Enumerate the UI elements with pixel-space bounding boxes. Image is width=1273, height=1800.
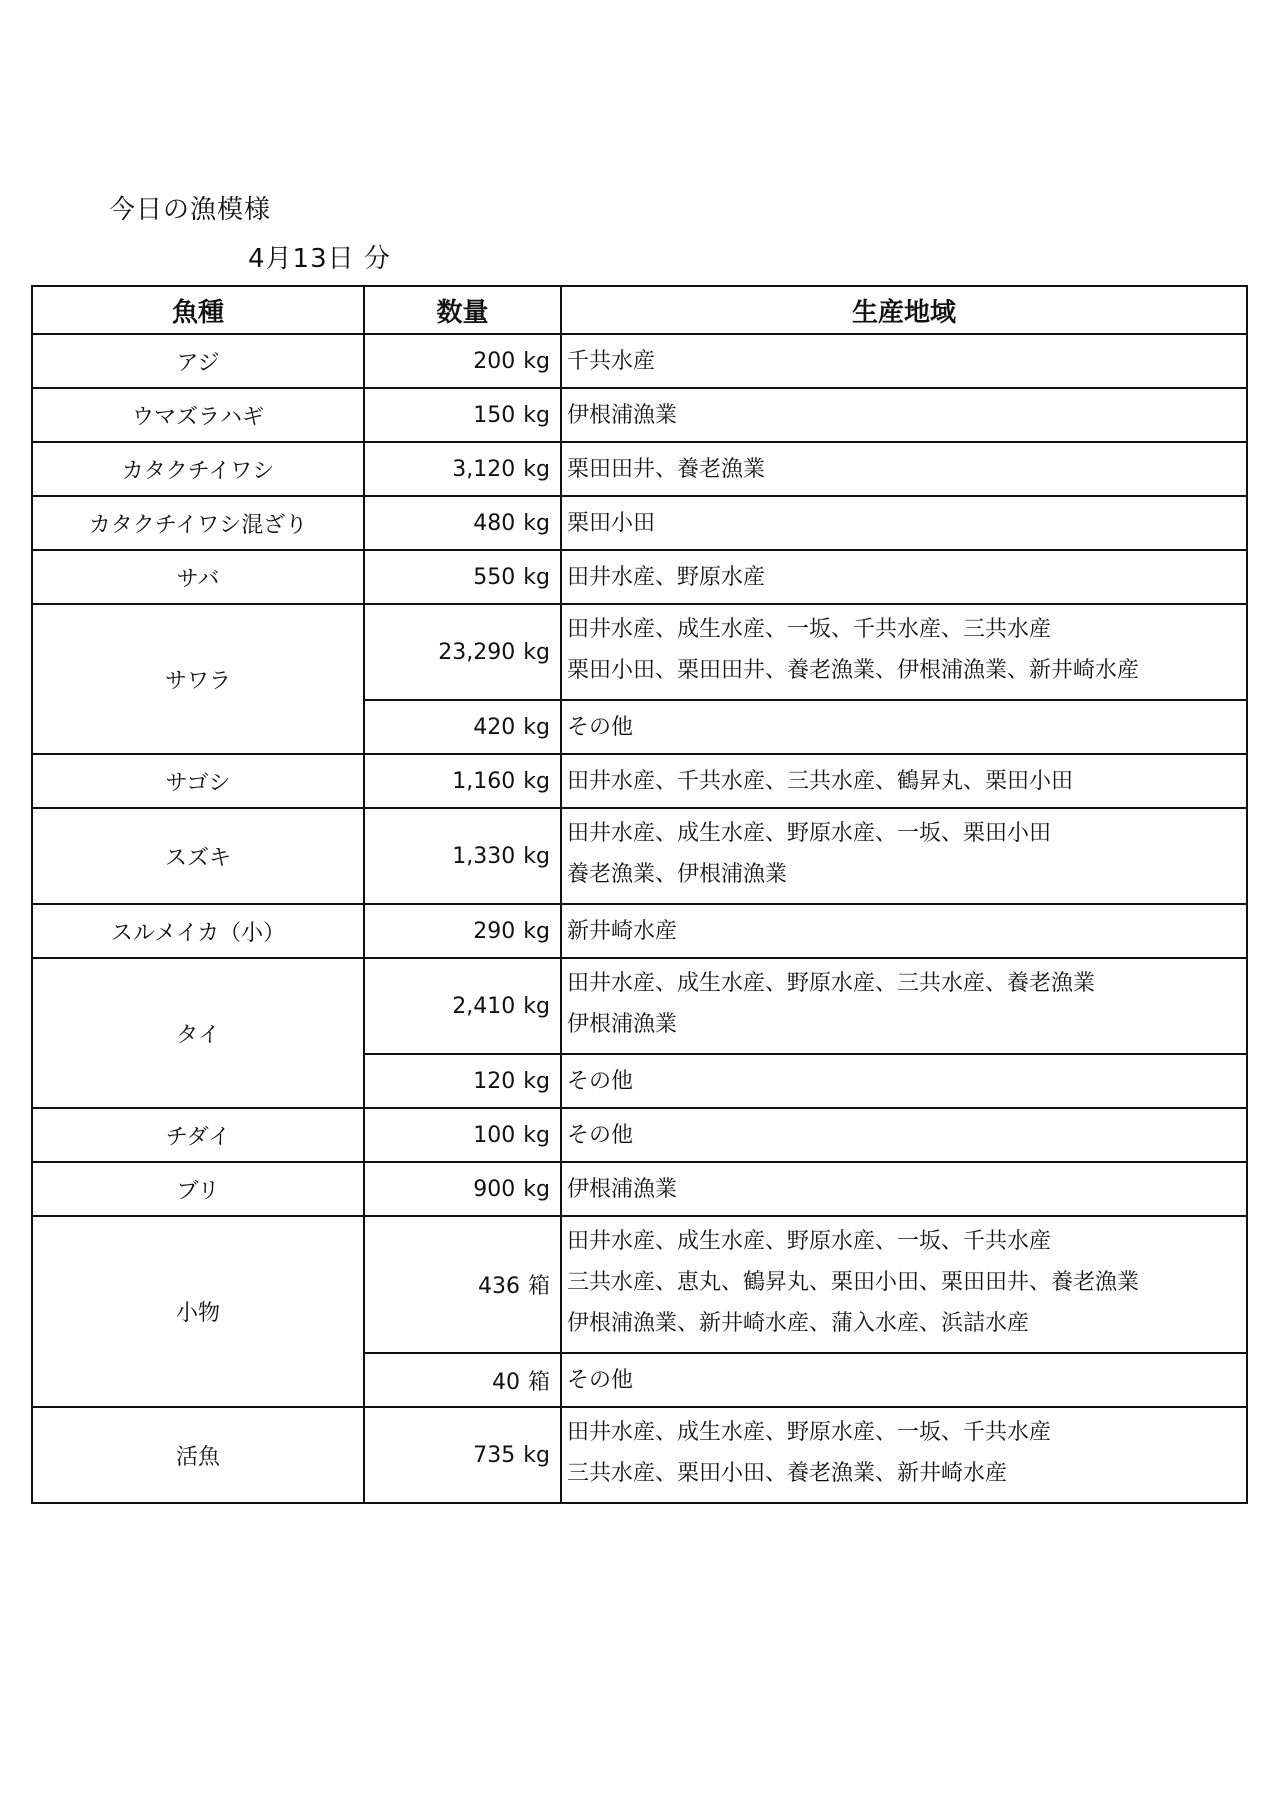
- region-line: 伊根浦漁業: [567, 1176, 678, 1202]
- quantity-unit: kg: [523, 714, 550, 740]
- quantity-cell: [364, 388, 561, 442]
- quantity-unit: kg: [523, 402, 550, 428]
- quantity-unit: kg: [523, 456, 550, 482]
- region-line: 田井水産、成生水産、一坂、千共水産、三共水産: [567, 617, 1052, 642]
- quantity-cell: [364, 1054, 561, 1108]
- catch-table: [31, 285, 1248, 1504]
- header-region: 生産地域: [561, 286, 1247, 334]
- region-cell: [561, 550, 1247, 604]
- species-cell: チダイ: [32, 1108, 364, 1162]
- region-cell: [561, 754, 1247, 808]
- species-cell: アジ: [32, 334, 364, 388]
- species-cell: ブリ: [32, 1162, 364, 1216]
- species-cell: 小物: [32, 1216, 364, 1407]
- quantity-value: 2,410: [452, 993, 516, 1019]
- region-cell: [561, 1108, 1247, 1162]
- region-line: 田井水産、成生水産、野原水産、一坂、栗田小田: [567, 821, 1052, 846]
- quantity-cell: [364, 496, 561, 550]
- table-row: [32, 334, 1247, 388]
- table-row: [32, 1216, 1247, 1353]
- species-cell: サバ: [32, 550, 364, 604]
- quantity-cell: [364, 904, 561, 958]
- quantity-unit: kg: [523, 348, 550, 374]
- table-row: [32, 904, 1247, 958]
- table-row: [32, 958, 1247, 1054]
- region-line: 三共水産、恵丸、鶴昇丸、栗田小田、栗田田井、養老漁業: [567, 1270, 1140, 1295]
- quantity-value: 900: [473, 1176, 516, 1202]
- region-line: 伊根浦漁業: [567, 1012, 678, 1037]
- quantity-cell: [364, 1108, 561, 1162]
- region-line: 伊根浦漁業、新井崎水産、蒲入水産、浜詰水産: [567, 1311, 1030, 1336]
- quantity-cell: [364, 1353, 561, 1407]
- species-cell: カタクチイワシ混ざり: [32, 496, 364, 550]
- table-row: [32, 388, 1247, 442]
- quantity-cell: [364, 442, 561, 496]
- species-cell: カタクチイワシ: [32, 442, 364, 496]
- quantity-unit: kg: [523, 768, 550, 794]
- species-cell: サワラ: [32, 604, 364, 754]
- quantity-cell: [364, 754, 561, 808]
- header-species: 魚種: [32, 286, 364, 334]
- quantity-unit: kg: [523, 564, 550, 590]
- quantity-unit: 箱: [527, 1274, 550, 1299]
- quantity-cell: [364, 958, 561, 1054]
- quantity-value: 3,120: [452, 456, 516, 482]
- region-cell: [561, 808, 1247, 904]
- region-line: 伊根浦漁業: [567, 402, 678, 428]
- quantity-cell: [364, 550, 561, 604]
- region-line: その他: [567, 1367, 634, 1393]
- quantity-unit: kg: [523, 993, 550, 1019]
- region-line: 田井水産、成生水産、野原水産、一坂、千共水産: [567, 1420, 1052, 1445]
- page-title: 今日の漁模様: [109, 195, 272, 225]
- quantity-unit: kg: [523, 843, 550, 869]
- region-line: 田井水産、野原水産: [567, 564, 766, 590]
- quantity-value: 550: [473, 564, 516, 590]
- region-cell: [561, 1353, 1247, 1407]
- region-line: 田井水産、千共水産、三共水産、鶴昇丸、栗田小田: [567, 768, 1074, 794]
- quantity-value: 735: [473, 1442, 516, 1468]
- region-line: 田井水産、成生水産、野原水産、一坂、千共水産: [567, 1229, 1052, 1254]
- header-quantity: 数量: [364, 286, 561, 334]
- species-cell: スズキ: [32, 808, 364, 904]
- quantity-cell: [364, 334, 561, 388]
- region-line: 新井崎水産: [567, 918, 678, 944]
- region-cell: [561, 604, 1247, 700]
- quantity-cell: [364, 700, 561, 754]
- table-row: [32, 604, 1247, 700]
- quantity-cell: [364, 808, 561, 904]
- region-cell: [561, 1407, 1247, 1503]
- species-cell: スルメイカ（小）: [32, 904, 364, 958]
- region-line: 栗田小田: [567, 510, 656, 536]
- quantity-unit: kg: [523, 1122, 550, 1148]
- quantity-cell: [364, 1407, 561, 1503]
- quantity-unit: 箱: [527, 1369, 550, 1395]
- region-line: その他: [567, 714, 634, 740]
- quantity-value: 480: [473, 510, 516, 536]
- region-cell: [561, 904, 1247, 958]
- table-row: [32, 496, 1247, 550]
- quantity-value: 150: [473, 402, 516, 428]
- quantity-value: 23,290: [438, 639, 516, 665]
- region-cell: [561, 1054, 1247, 1108]
- region-line: 栗田田井、養老漁業: [567, 456, 766, 482]
- quantity-value: 1,330: [452, 843, 516, 869]
- table-row: [32, 550, 1247, 604]
- quantity-cell: [364, 1162, 561, 1216]
- region-cell: [561, 1162, 1247, 1216]
- region-line: その他: [567, 1122, 634, 1148]
- quantity-unit: kg: [523, 510, 550, 536]
- table-body: [32, 334, 1247, 1503]
- region-cell: [561, 388, 1247, 442]
- quantity-value: 40: [491, 1369, 520, 1395]
- quantity-value: 436: [477, 1274, 520, 1299]
- quantity-unit: kg: [523, 639, 550, 665]
- region-line: 三共水産、栗田小田、養老漁業、新井崎水産: [567, 1461, 1008, 1486]
- table-row: [32, 1108, 1247, 1162]
- quantity-value: 100: [473, 1122, 516, 1148]
- quantity-value: 1,160: [452, 768, 516, 794]
- date-label: 4月13日 分: [248, 244, 391, 274]
- region-line: その他: [567, 1068, 634, 1094]
- quantity-unit: kg: [523, 1176, 550, 1202]
- table-row: [32, 754, 1247, 808]
- region-line: 栗田小田、栗田田井、養老漁業、伊根浦漁業、新井崎水産: [567, 658, 1140, 683]
- region-cell: [561, 700, 1247, 754]
- quantity-cell: [364, 604, 561, 700]
- species-cell: ウマズラハギ: [32, 388, 364, 442]
- region-cell: [561, 1216, 1247, 1353]
- table-header-row: [32, 286, 1247, 334]
- quantity-unit: kg: [523, 1068, 550, 1094]
- quantity-value: 120: [473, 1068, 516, 1094]
- region-cell: [561, 496, 1247, 550]
- region-line: 田井水産、成生水産、野原水産、三共水産、養老漁業: [567, 971, 1096, 996]
- region-cell: [561, 334, 1247, 388]
- species-cell: サゴシ: [32, 754, 364, 808]
- quantity-cell: [364, 1216, 561, 1353]
- table-row: [32, 1407, 1247, 1503]
- quantity-unit: kg: [523, 918, 550, 944]
- region-cell: [561, 442, 1247, 496]
- quantity-unit: kg: [523, 1442, 550, 1468]
- table-row: [32, 808, 1247, 904]
- species-cell: 活魚: [32, 1407, 364, 1503]
- region-line: 千共水産: [567, 348, 656, 374]
- region-line: 養老漁業、伊根浦漁業: [567, 862, 788, 887]
- table-row: [32, 1162, 1247, 1216]
- table-row: [32, 442, 1247, 496]
- quantity-value: 290: [473, 918, 516, 944]
- species-cell: タイ: [32, 958, 364, 1108]
- quantity-value: 200: [473, 348, 516, 374]
- quantity-value: 420: [473, 714, 516, 740]
- region-cell: [561, 958, 1247, 1054]
